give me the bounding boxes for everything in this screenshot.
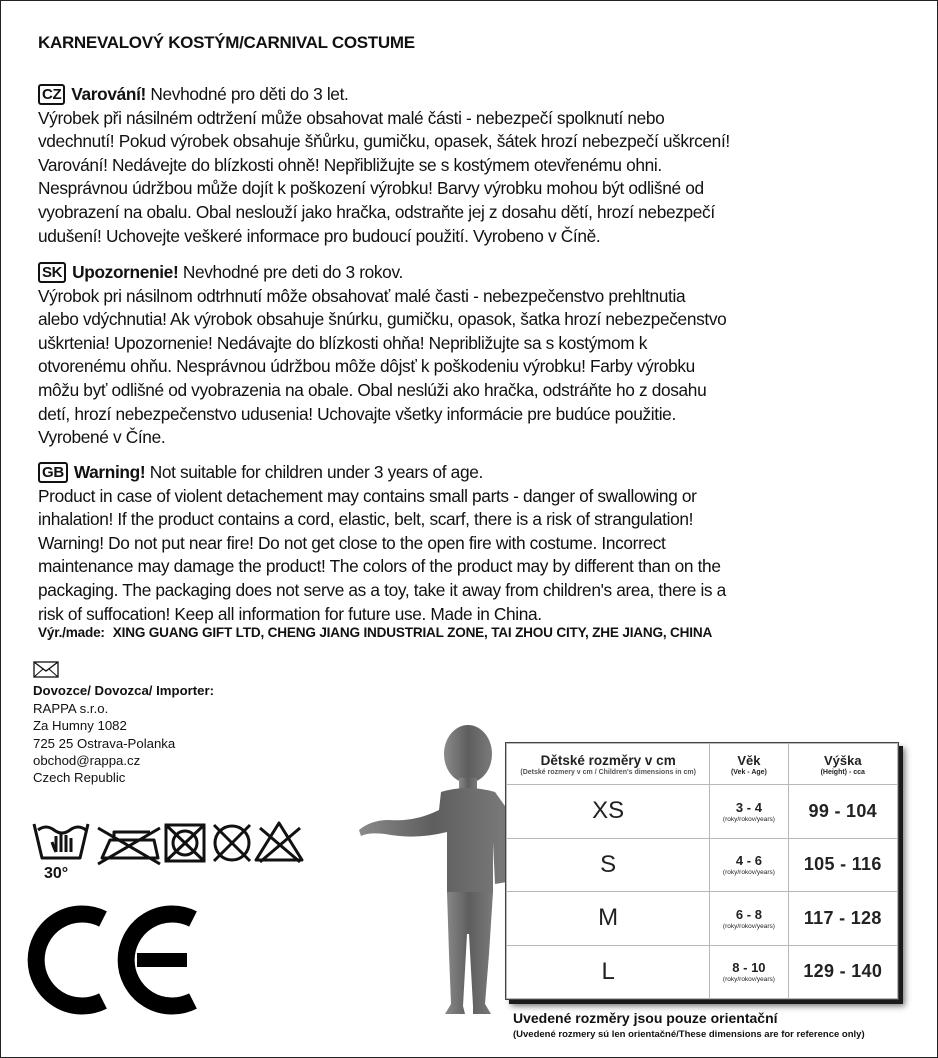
age-value: 3 - 4 [735,799,762,815]
importer-line: Za Humny 1082 [33,718,127,734]
size-table-header [507,744,898,785]
lang-badge-sk: SK [38,262,66,283]
section-cz-line-0: Nevhodné pro děti do 3 let. [150,84,349,104]
age-header-sub: (Vek - Age) [730,768,767,776]
manufacturer-text: XING GUANG GIFT LTD, CHENG JIANG INDUSTRIAL ZONE, TAI ZHOU CITY, ZHE JIANG, CHINA [112,625,713,640]
no-tumble-dry-icon [166,825,204,861]
document-title: KARNEVALOVÝ KOSTÝM/CARNIVAL COSTUME [38,33,415,52]
size-cell: M [507,892,710,946]
section-cz-line-3: Varování! Nedávejte do blízkosti ohně! Nepřibližujte se s kostýmem otevřenému ohni. [38,154,662,175]
ce-mark-icon [25,905,200,1015]
size-table [506,743,898,999]
table-row [507,838,898,892]
warning-word-cz: Varování! [71,84,146,104]
size-cell: L [507,945,710,999]
no-ironing-icon [98,828,160,864]
section-cz-line-4: Nesprávnou údržbou může dojít k poškození výrobku! Barvy výrobku mohou být odlišné od [38,178,704,199]
size-note-sub: (Uvedené rozmery sú len orientačné/These dimensions are for reference only) [513,1029,865,1040]
age-value: 8 - 10 [732,960,766,976]
size-table-card [505,742,899,1000]
manufacturer-label: Výr./made: [38,625,105,640]
importer-line: 725 25 Ostrava-Polanka [33,735,176,751]
no-bleach-icon [256,823,302,862]
age-cell [710,838,788,892]
section-cz-line-5: vyobrazení na obalu. Obal neslouží jako hračka, odstraňte jej z dosahu dětí, hrozí nebezpečí [38,201,715,222]
height-cell: 99 - 104 [788,785,897,839]
height-header-title: Výška [823,752,862,768]
importer-block [33,661,214,787]
section-cz-line-6: udušení! Uchovejte veškeré informace pro budoucí použití. Vyrobeno v Číně. [38,225,601,246]
hand-wash-icon [34,824,88,858]
section-sk-line-0: Nevhodné pre deti do 3 rokov. [182,262,403,282]
section-gb [38,461,928,626]
section-sk-line-3: uškrtenia! Upozornenie! Nedávajte do blízkosti ohňa! Nepribližujte sa s kostýmom k [38,332,648,353]
importer-line: RAPPA s.r.o. [33,700,109,716]
age-unit: (roky/rokov/years) [722,922,775,930]
section-gb-line-5: packaging. The packaging does not serve as a toy, take it away from children's area, there is a [38,579,726,600]
section-sk-line-7: Vyrobené v Číne. [38,427,166,448]
care-symbols-row [32,818,332,884]
section-sk-line-5: môžu byť odlišné od vyobrazenia na obale. Obal neslúži ako hračka, odstráňte ho z dosahu [38,379,707,400]
section-gb-line-1: Product in case of violent detachement may contains small parts - danger of swallowing or [38,485,697,506]
size-note [513,1010,865,1040]
age-cell [710,892,788,946]
size-cell: XS [507,785,710,839]
height-cell: 117 - 128 [788,892,897,946]
size-header-sub: (Detské rozmery v cm / Children's dimensions in cm) [520,768,696,776]
ce-mark [25,905,200,1020]
section-sk-line-2: alebo vdýchnutia! Ak výrobok obsahuje šnúrku, gumičku, opasok, šatka hrozí nebezpečenstvo [38,309,727,330]
section-sk-line-4: otvorenému ohňu. Nesprávnou údržbou môže dôjsť k poškodeniu výrobku! Farby výrobku [38,356,695,377]
envelope-icon [33,661,59,678]
age-cell [710,945,788,999]
child-silhouette-icon [355,722,515,1022]
care-symbols [32,818,332,889]
section-sk-line-1: Výrobok pri násilnom odtrhnutí môže obsahovať malé časti - nebezpečenstvo prehltnutia [38,285,686,306]
height-header [788,744,897,785]
section-gb-line-2: inhalation! If the product contains a cord, elastic, belt, scarf, there is a risk of strangulation! [38,509,694,530]
table-row [507,945,898,999]
section-gb-line-3: Warning! Do not put near fire! Do not get close to the open fire with costume. Incorrect [38,532,666,553]
section-gb-line [38,461,928,485]
size-header [507,744,710,785]
table-row [507,892,898,946]
manufacturer-line [38,625,712,640]
section-gb-line-6: risk of suffocation! Keep all information for future use. Made in China. [38,603,542,624]
importer-line: Czech Republic [33,770,126,786]
table-row [507,785,898,839]
section-cz [38,83,928,248]
section-gb-line-4: maintenance may damage the product! The colors of the product may by different than on the [38,556,721,577]
child-silhouette [355,722,515,1027]
size-cell: S [507,838,710,892]
section-gb-line-0: Not suitable for children under 3 years of age. [149,462,483,482]
age-value: 6 - 8 [735,906,762,922]
age-unit: (roky/rokov/years) [722,815,775,823]
importer-header: Dovozce/ Dovozca/ Importer: [33,683,214,699]
age-unit: (roky/rokov/years) [722,976,775,984]
age-header-title: Věk [737,752,761,768]
height-cell: 129 - 140 [788,945,897,999]
importer-line: obchod@rappa.cz [33,753,141,769]
section-cz-line-1: Výrobek při násilném odtržení může obsahovat malé části - nebezpečí spolknutí nebo [38,107,665,128]
section-cz-line-2: vdechnutí! Pokud výrobek obsahuje šňůrku, gumičku, opasek, šátek hrozí nebezpečí uškrcení! [38,131,730,152]
warning-word-sk: Upozornenie! [72,262,179,282]
size-header-title: Dětské rozměry v cm [540,752,676,768]
age-unit: (roky/rokov/years) [722,869,775,877]
section-cz-line [38,83,928,107]
lang-badge-cz: CZ [38,84,65,105]
age-value: 4 - 6 [735,853,762,869]
section-sk [38,261,928,450]
height-header-sub: (Height) - cca [820,768,865,776]
warning-word-gb: Warning! [73,462,146,482]
age-cell [710,785,788,839]
lang-badge-gb: GB [38,462,68,483]
section-sk-line [38,261,928,285]
age-header [710,744,788,785]
no-dry-clean-icon [214,825,250,861]
section-sk-line-6: detí, hrozí nebezpečenstvo udusenia! Uchovajte všetky informácie pre budúce použitie. [38,403,676,424]
height-cell: 105 - 116 [788,838,897,892]
wash-temp-label: 30° [44,865,69,882]
size-note-main: Uvedené rozměry jsou pouze orientační [513,1010,778,1026]
